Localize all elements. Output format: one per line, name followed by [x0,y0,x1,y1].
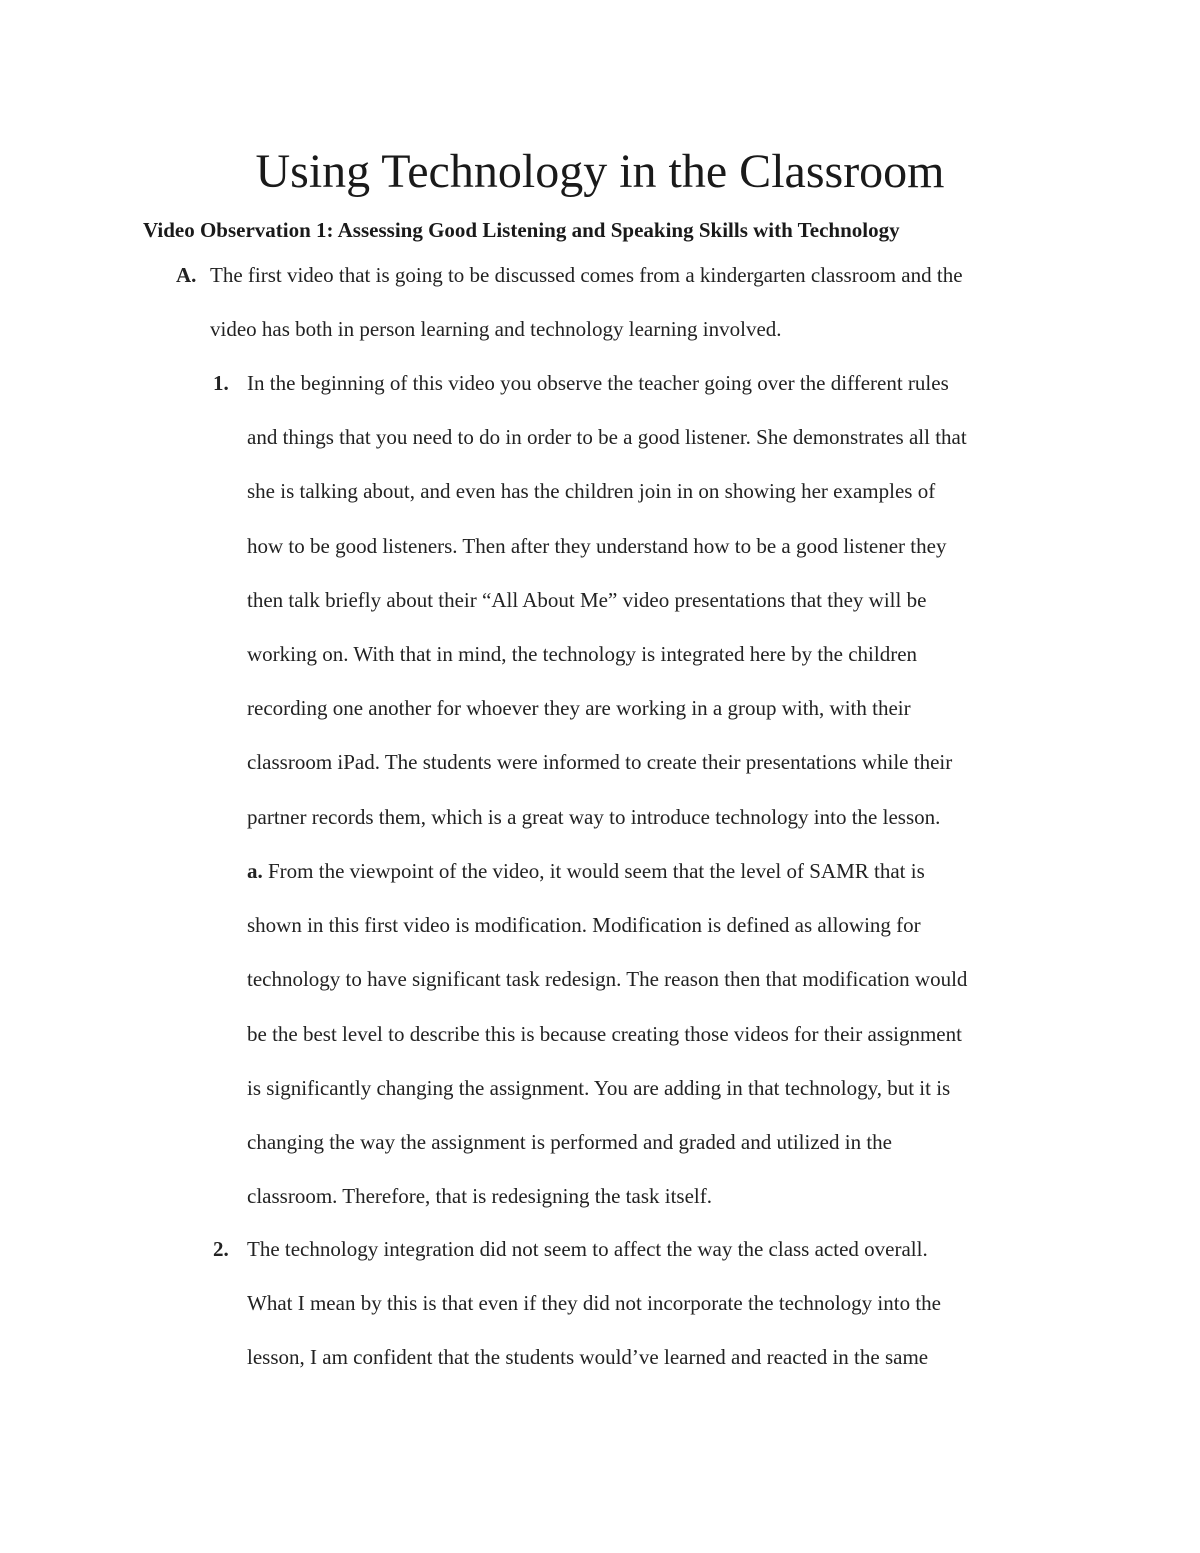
outline-item-A-line-1 [176,248,1076,302]
paragraph-text: is significantly changing the assignment. You are adding in that technology, but it is [247,1075,951,1100]
outline-item-a-line-1 [247,844,1073,898]
outline-item-2 [213,1222,1073,1385]
paragraph-text: be the best level to describe this is because creating those videos for their assignment [247,1021,962,1046]
paragraph-text: partner records them, which is a great way to introduce technology into the lesson. [247,804,941,829]
paragraph-text: The first video that is going to be discussed comes from a kindergarten classroom and the [210,263,963,287]
page-title: Using Technology in the Classroom [255,145,945,198]
paragraph-text: classroom. Therefore, that is redesigning the task itself. [247,1184,712,1209]
outline-item-1 [213,356,1073,844]
paragraph-text: changing the way the assignment is performed and graded and utilized in the [247,1130,892,1155]
outline-marker-2: 2. [213,1237,229,1261]
paragraph-text: lesson, I am confident that the students would’ve learned and reacted in the same [247,1345,929,1370]
paragraph-text: then talk briefly about their “All About Me” video presentations that they will be [247,587,927,612]
paragraph-text: how to be good listeners. Then after they understand how to be a good listener they [247,533,947,558]
section-heading: Video Observation 1: Assessing Good Listening and Speaking Skills with Technology [143,218,900,242]
paragraph-text: classroom iPad. The students were informed to create their presentations while their [247,750,953,775]
outline-marker-1: 1. [213,371,229,395]
paragraph-text: recording one another for whoever they are working in a group with, with their [247,696,911,721]
paragraph-text: From the viewpoint of the video, it would seem that the level of SAMR that is [268,859,925,883]
outline-marker-A: A. [176,263,197,287]
paragraph-text: working on. With that in mind, the technology is integrated here by the children [247,642,918,667]
paragraph-text: and things that you need to do in order to be a good listener. She demonstrates all that [247,425,967,450]
paragraph-text: she is talking about, and even has the children join in on showing her examples of [247,479,936,504]
outline-item-1-line-1 [213,356,1073,410]
outline-item-a [247,844,1073,1223]
paragraph-text: What I mean by this is that even if they did not incorporate the technology into the [247,1291,941,1316]
outline-item-A [176,248,1076,356]
paragraph-text: shown in this first video is modification. Modification is defined as allowing for [247,913,921,938]
paragraph-text: technology to have significant task redesign. The reason then that modification would [247,967,968,992]
outline-marker-a: a. [247,859,263,883]
paragraph-text: The technology integration did not seem to affect the way the class acted overall. [247,1237,928,1261]
outline-item-2-line-1 [213,1222,1073,1276]
paragraph-text: video has both in person learning and technology learning involved. [210,317,782,342]
paragraph-text: In the beginning of this video you observe the teacher going over the different rules [247,371,949,395]
